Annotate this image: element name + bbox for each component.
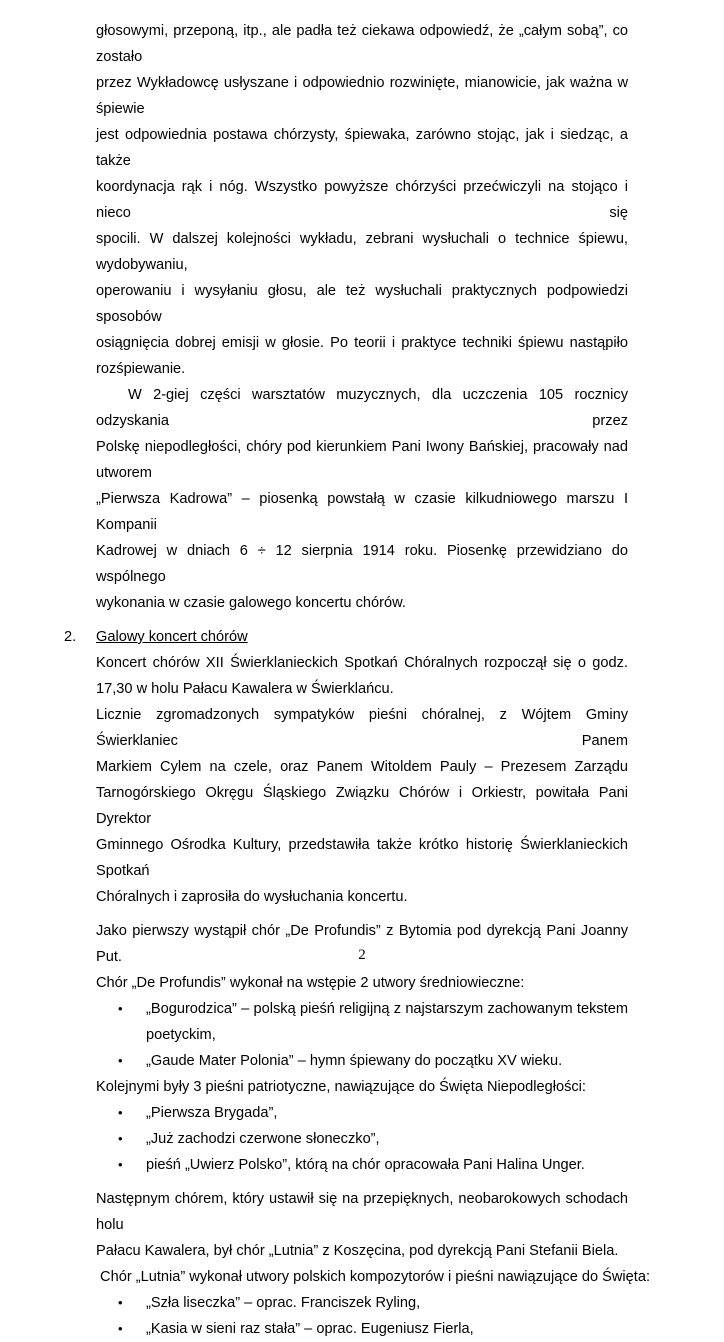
document-page [64,18,651,1342]
text-line: operowaniu i wysyłaniu głosu, ale też wysłuchali praktycznych podpowiedzi sposobów [96,283,628,325]
list-item-text: „Kasia w sieni raz stała” – oprac. Eugeniusz Fierla, [146,1321,474,1337]
choir1-patriotic-intro: Kolejnymi były 3 pieśni patriotyczne, nawiązujące do Święta Niepodległości: [96,1079,586,1095]
patriotic-songs-list [96,1100,628,1178]
text-line: Następnym chórem, który ustawił się na przepięknych, neobarokowych schodach holu [96,1191,628,1233]
section-number: 2. [64,629,77,645]
list-item-text: „Pierwsza Brygada”, [146,1105,278,1121]
list-item-text: „Już zachodzi czerwone słoneczko”, [146,1131,380,1147]
medieval-works-list [96,996,628,1074]
list-item-text: „Bogurodzica” – polską pieśń religijną z najstarszym zachowanym tekstem [146,1001,628,1017]
text-line: osiągnięcia dobrej emisji w głosie. Po teorii i praktyce techniki śpiewu nastąpiło [96,335,628,351]
list-item [96,1316,628,1342]
text-line: rozśpiewanie. [96,361,186,377]
bullet-icon: • [118,1001,123,1016]
text-line: „Pierwsza Kadrowa” – piosenką powstałą w czasie kilkudniowego marszu I Kompanii [96,491,628,533]
text-line: Gminnego Ośrodka Kultury, przedstawiła także krótko historię Świerklanieckich Spotkań [96,837,628,879]
paragraph-technique [96,18,628,382]
text-line: spocili. W dalszej kolejności wykładu, zebrani wysłuchali o technice śpiewu, wydobywaniu, [96,231,628,273]
text-line: Chóralnych i zaprosiła do wysłuchania koncertu. [96,889,408,905]
list-item [96,1126,628,1152]
text-line: Pałacu Kawalera, był chór „Lutnia” z Koszęcina, pod dyrekcją Pani Stefanii Biela. [96,1243,619,1259]
bullet-icon: • [118,1295,123,1310]
text-line: Tarnogórskiego Okręgu Śląskiego Związku Chórów i Orkiestr, powitała Pani Dyrektor [96,785,628,827]
text-line: koordynacja rąk i nóg. Wszystko powyższe chórzyści przećwiczyli na stojąco i nieco się [96,179,628,221]
text-line: głosowymi, przeponą, itp., ale padła też ciekawa odpowiedź, że „całym sobą”, co zostało [96,23,628,65]
section-gala-concert [64,624,651,1342]
list-item-text: „Gaude Mater Polonia” – hymn śpiewany do początku XV wieku. [146,1053,563,1069]
choir2-works-intro: Chór „Lutnia” wykonał utwory polskich kompozytorów i pieśni nawiązujące do Święta: [96,1269,651,1285]
bullet-icon: • [118,1321,123,1336]
choir1-intro: Jako pierwszy wystąpił chór „De Profundis” z Bytomia pod dyrekcją Pani Joanny Put. [96,923,628,965]
bullet-icon: • [118,1131,123,1146]
bullet-icon: • [118,1053,123,1068]
text-line: jest odpowiednia postawa chórzysty, śpiewaka, zarówno stojąc, jak i siedząc, a także [96,127,628,169]
text-line: Markiem Cylem na czele, oraz Panem Witoldem Pauly – Prezesem Zarządu [96,759,628,775]
list-item [96,1152,628,1178]
page-number: 2 [358,947,366,963]
text-line: Polskę niepodległości, chóry pod kierunkiem Pani Iwony Bańskiej, pracowały nad utworem [96,439,628,481]
section-heading-text: Galowy koncert chórów [96,629,248,645]
bullet-icon: • [118,1157,123,1172]
list-item-text: pieśń „Uwierz Polsko”, którą na chór opracowała Pani Halina Unger. [146,1157,585,1173]
list-item [96,1290,628,1316]
paragraph-workshop-part2 [96,382,628,616]
text-line: Licznie zgromadzonych sympatyków pieśni chóralnej, z Wójtem Gminy Świerklaniec Panem [96,707,628,749]
list-item [96,1100,628,1126]
list-item-text: poetyckim, [146,1027,216,1043]
bullet-icon: • [118,1105,123,1120]
list-item [96,1048,628,1074]
text-line: wykonania w czasie galowego koncertu chórów. [96,595,406,611]
choir2-works-list [96,1290,628,1342]
text-line: W 2-giej części warsztatów muzycznych, dla uczczenia 105 rocznicy odzyskania przez [96,387,628,429]
text-line: Koncert chórów XII Świerklanieckich Spotkań Chóralnych rozpoczął się o godz. [96,655,628,671]
text-line: Kadrowej w dniach 6 ÷ 12 sierpnia 1914 roku. Piosenkę przewidziano do wspólnego [96,543,628,585]
text-line: przez Wykładowcę usłyszane i odpowiednio rozwinięte, mianowicie, jak ważna w śpiewie [96,75,628,117]
list-item [96,996,628,1048]
choir1-medieval-intro: Chór „De Profundis” wykonał na wstępie 2 utwory średniowieczne: [96,975,525,991]
section-heading [96,624,628,650]
text-line: 17,30 w holu Pałacu Kawalera w Świerklańcu. [96,681,394,697]
list-item-text: „Szła liseczka” – oprac. Franciszek Ryling, [146,1295,421,1311]
